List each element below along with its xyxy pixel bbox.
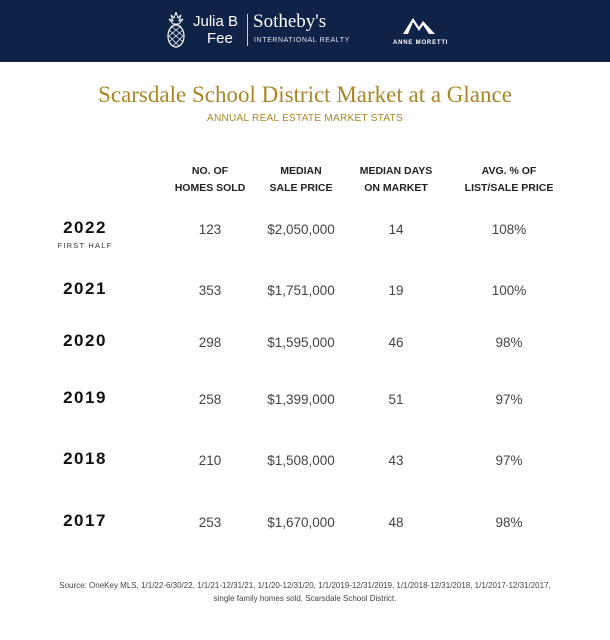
cell-median-price: $1,508,000 (267, 453, 335, 468)
brand-line2: Fee (207, 30, 233, 47)
cell-median-days: 14 (388, 222, 404, 237)
cell-avg-pct: 108% (491, 222, 527, 237)
cell-homes-sold: 353 (198, 283, 222, 298)
table-row (0, 279, 610, 319)
table-row (0, 218, 610, 258)
table-row (0, 331, 610, 371)
row-year: 2017 (63, 511, 107, 530)
brand-sub: INTERNATIONAL REALTY (254, 37, 350, 44)
page-title: Scarsdale School District Market at a Glance (98, 82, 512, 107)
brand-julia-b-fee (193, 13, 238, 47)
table-row (0, 449, 610, 489)
row-year: 2019 (63, 388, 107, 407)
cell-median-price: $1,595,000 (267, 335, 335, 350)
cell-median-price: $1,399,000 (267, 392, 335, 407)
brand-name: Sotheby's (253, 11, 327, 32)
row-year-note: FIRST HALF (57, 241, 113, 250)
partner-name: ANNE MORETTI (393, 40, 449, 46)
header-divider (247, 14, 248, 46)
brand-line1: Julia B (193, 13, 239, 30)
brand-header (0, 0, 610, 62)
cell-median-days: 46 (388, 335, 404, 350)
column-header-avg-pct: AVG. % OF LIST/SALE PRICE (464, 165, 554, 194)
cell-homes-sold: 258 (198, 392, 222, 407)
table-row (0, 511, 610, 551)
cell-median-days: 19 (388, 283, 404, 298)
cell-homes-sold: 123 (198, 222, 222, 237)
row-year: 2018 (63, 449, 107, 468)
cell-median-days: 48 (388, 515, 404, 530)
cell-avg-pct: 98% (495, 515, 523, 530)
source-line2: single family homes sold, Scarsdale School District. (213, 594, 397, 603)
cell-median-price: $2,050,000 (267, 222, 335, 237)
row-year: 2021 (63, 279, 107, 298)
column-header-median-price: MEDIAN SALE PRICE (269, 165, 333, 194)
cell-median-price: $1,670,000 (267, 515, 335, 530)
row-year: 2022 (63, 218, 107, 237)
pineapple-icon (166, 12, 186, 48)
cell-homes-sold: 253 (198, 515, 222, 530)
table-row (0, 388, 610, 428)
row-year: 2020 (63, 331, 107, 350)
cell-homes-sold: 298 (198, 335, 222, 350)
mountain-logo-icon (402, 13, 436, 35)
source-line1: Source: OneKey MLS, 1/1/22-6/30/22, 1/1/21-12/31/21, 1/1/20-12/31/20, 1/1/2019-12/31/2019, 1/1/2018-12/31/2018, 1/1/2017-12/31/2017, (59, 581, 551, 590)
page-subtitle: ANNUAL REAL ESTATE MARKET STATS (206, 113, 403, 124)
cell-avg-pct: 97% (495, 453, 523, 468)
column-header-median-days: MEDIAN DAYS ON MARKET (359, 165, 433, 194)
cell-avg-pct: 100% (491, 283, 527, 298)
cell-median-days: 43 (388, 453, 404, 468)
cell-homes-sold: 210 (198, 453, 222, 468)
column-header-homes-sold: NO. OF HOMES SOLD (174, 165, 246, 194)
cell-avg-pct: 98% (495, 335, 523, 350)
cell-median-days: 51 (388, 392, 404, 407)
cell-median-price: $1,751,000 (267, 283, 335, 298)
cell-avg-pct: 97% (495, 392, 523, 407)
source-footnote (20, 579, 590, 605)
